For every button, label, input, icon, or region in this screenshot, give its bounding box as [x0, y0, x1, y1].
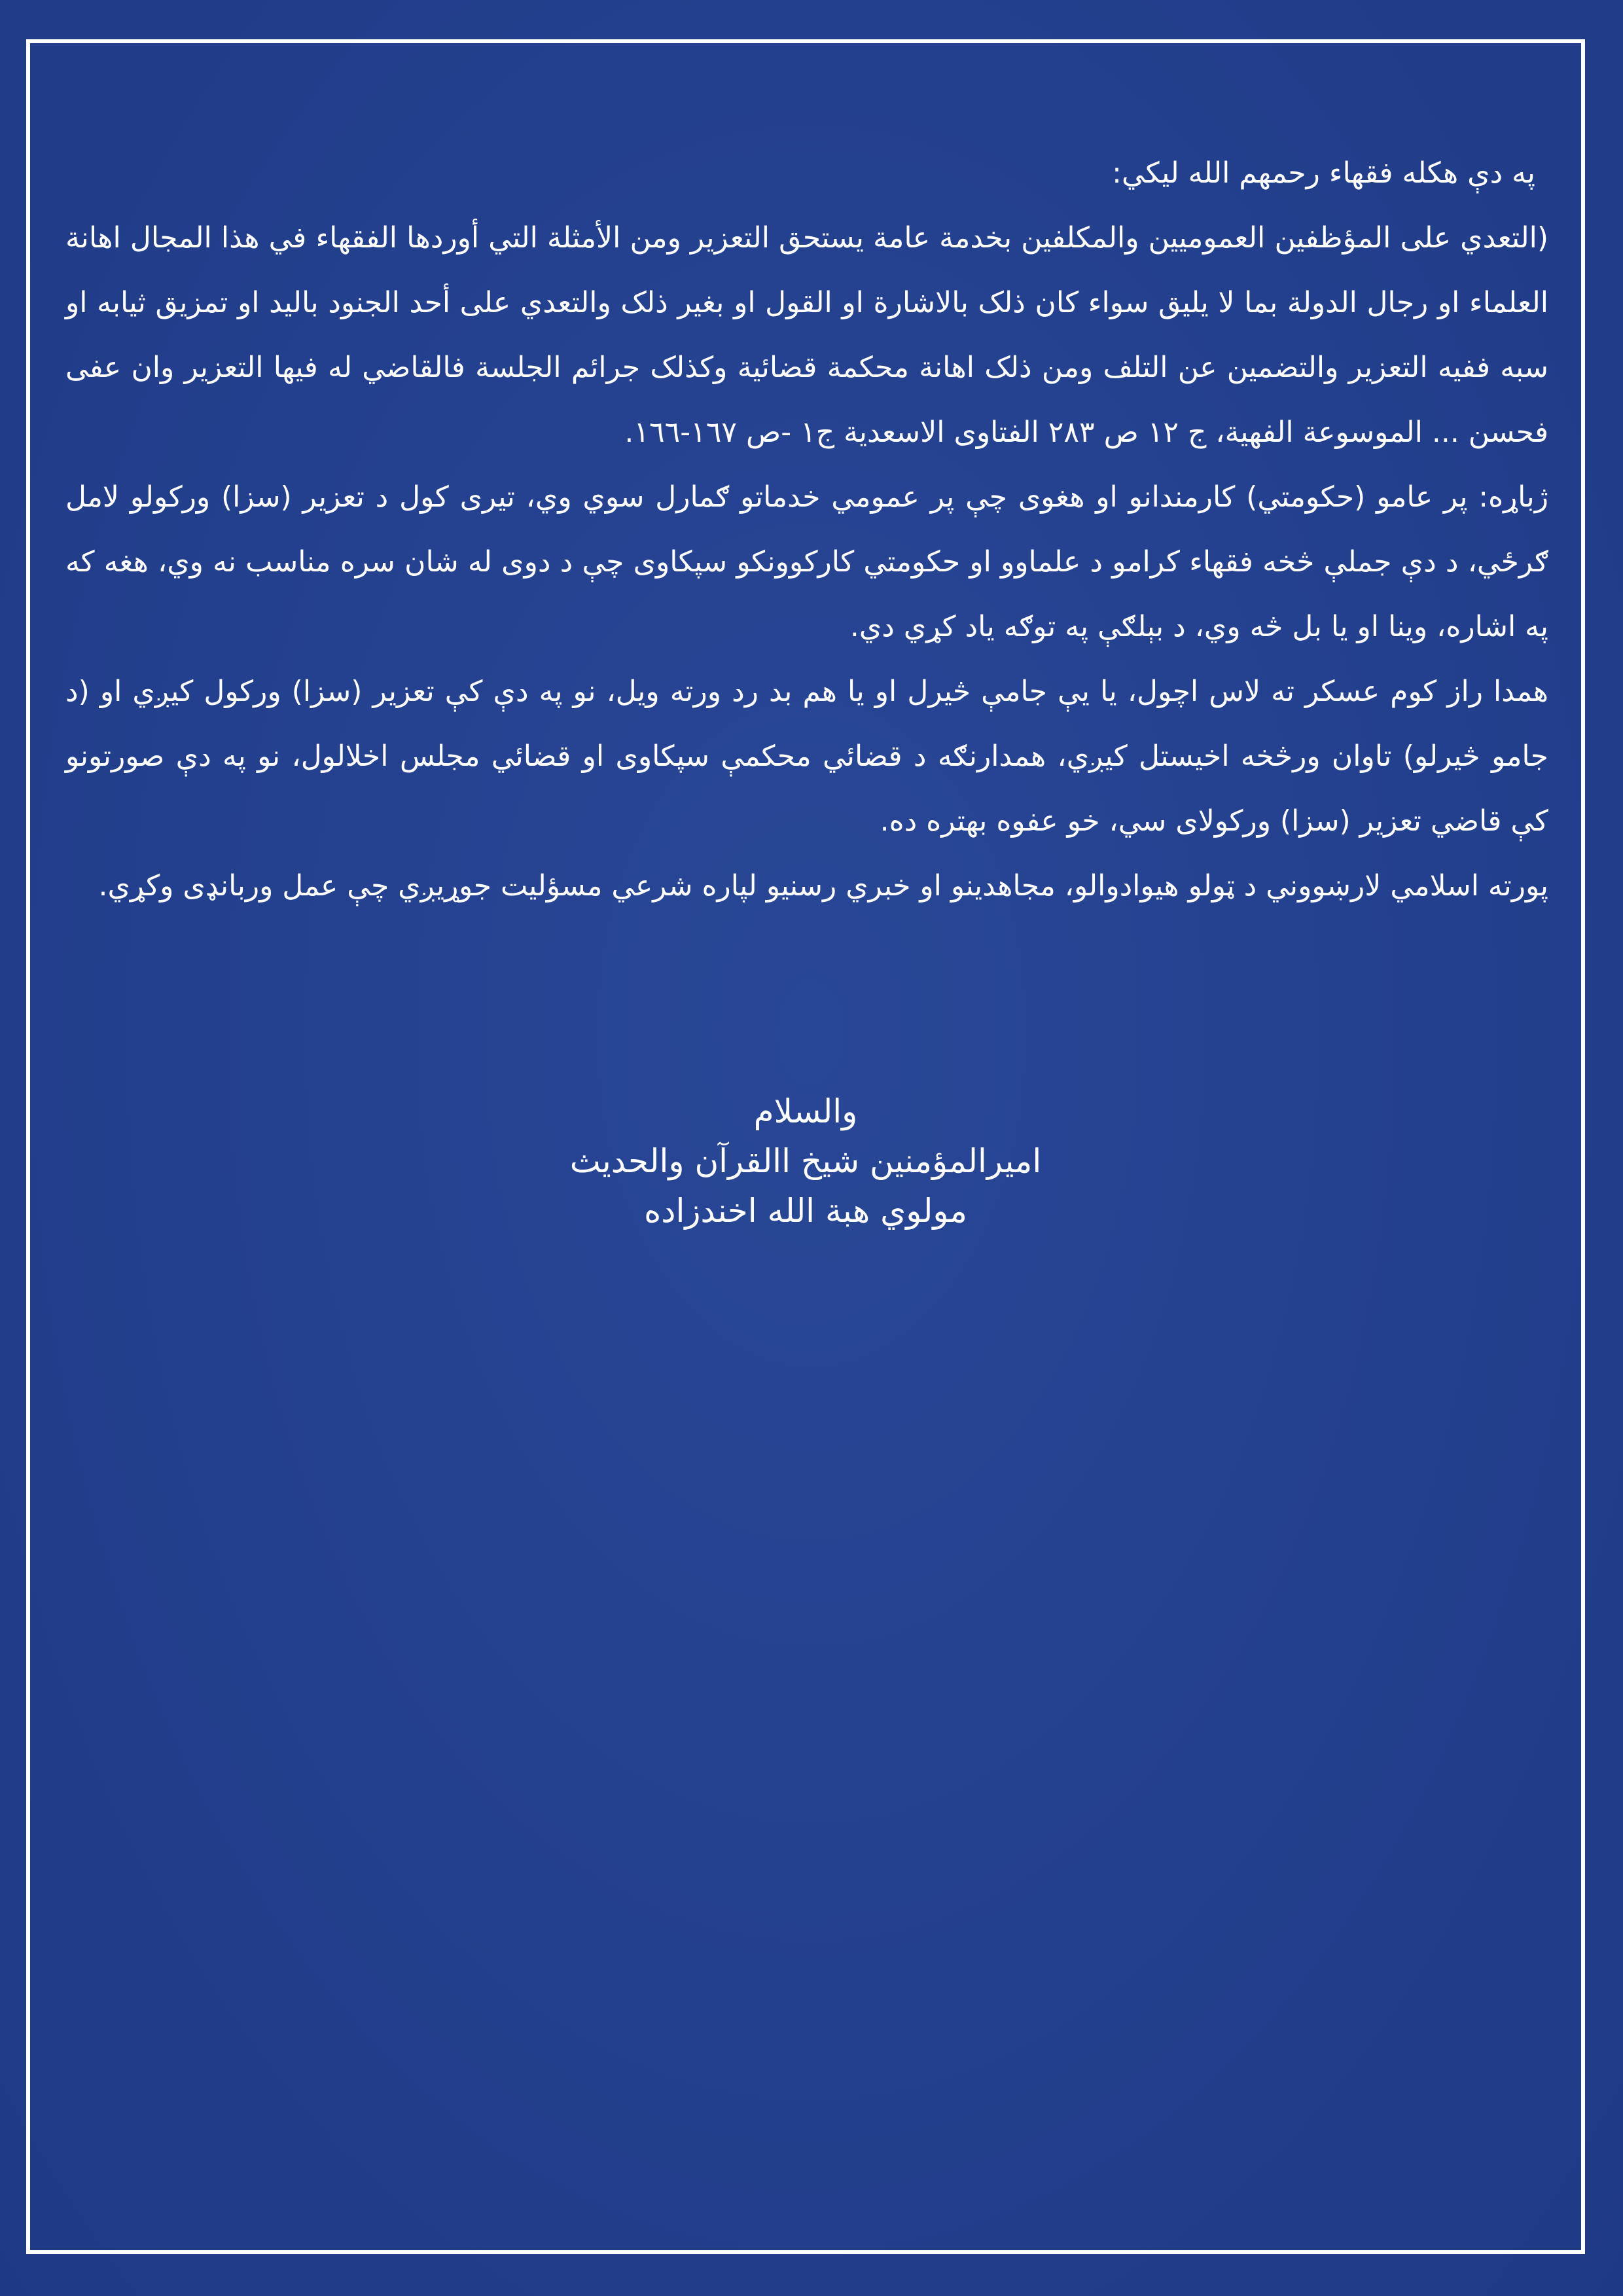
explanation-paragraph: همدا راز کوم عسکر ته لاس اچول، یا یې جامې څيرل او یا هم بد رد ورته ویل، نو په دې کې تعزیر (سزا) ورکول کیږي او (د جامو څيرلو) تاوان ورڅخه اخیستل کیږي، همدارنګه د قضائي محکمې سپکاوی او قضائي مجلس اخلالول، نو په دې صورتونو کې قاضي تعزیر (سزا) ورکولای سي، خو عفوه بهتره ده. [65, 675, 1548, 838]
quoted-arabic-paragraph: (التعدي على المؤظفين العموميين والمكلفين بخدمة عامة يستحق التعزير ومن الأمثلة التي أوردها الفقهاء في هذا المجال اهانة العلماء او رجال الدولة بما لا يليق سواء كان ذلک بالاشارة او القول او بغير ذلک والتعدي على أحد الجنود باليد او تمزيق ثيابه او سبه ففيه التعزير والتضمين عن التلف ومن ذلک اهانة محكمة قضائية وكذلک جرائم الجلسة فالقاضي له فيها التعزير وان عفى فحسن ... الموسوعة الفهية، ج ١٢ ص ٢٨٣ الفتاوى الاسعدية ج١ -ص ١٦٧-١٦٦. [65, 221, 1548, 449]
signer-name: مولوي هبة الله اخندزاده [644, 1192, 967, 1230]
closing-paragraph: پورته اسلامي لارښووني د ټولو هیوادوالو، مجاهدینو او خبري رسنیو لپاره شرعي مسؤلیت جوړیږي چې عمل وربانډی وکړي. [98, 869, 1548, 903]
salutation: والسلام [753, 1092, 858, 1130]
translation-paragraph: ژباړه: پر عامو (حکومتي) کارمندانو او هغوی چې پر عمومي خدماتو ګمارل سوي وي، تیری کول د تعزیر (سزا) ورکولو لامل ګرځي، د دې جملې څخه فقهاء کرامو د علماوو او حکومتي کارکوونکو سپکاوی چې د دوی له شان سره مناسب نه وي، هغه که په اشاره، وینا او یا بل څه وي، د بېلګې په توګه یاد کړي دي. [65, 480, 1548, 643]
intro-line: په دې هکله فقهاء رحمهم الله ليکي: [1112, 156, 1535, 190]
signature-block [26, 1086, 1585, 1236]
document-body [65, 141, 1548, 918]
signer-title: اميرالمؤمنين شيخ االقرآن والحديث [569, 1142, 1042, 1180]
